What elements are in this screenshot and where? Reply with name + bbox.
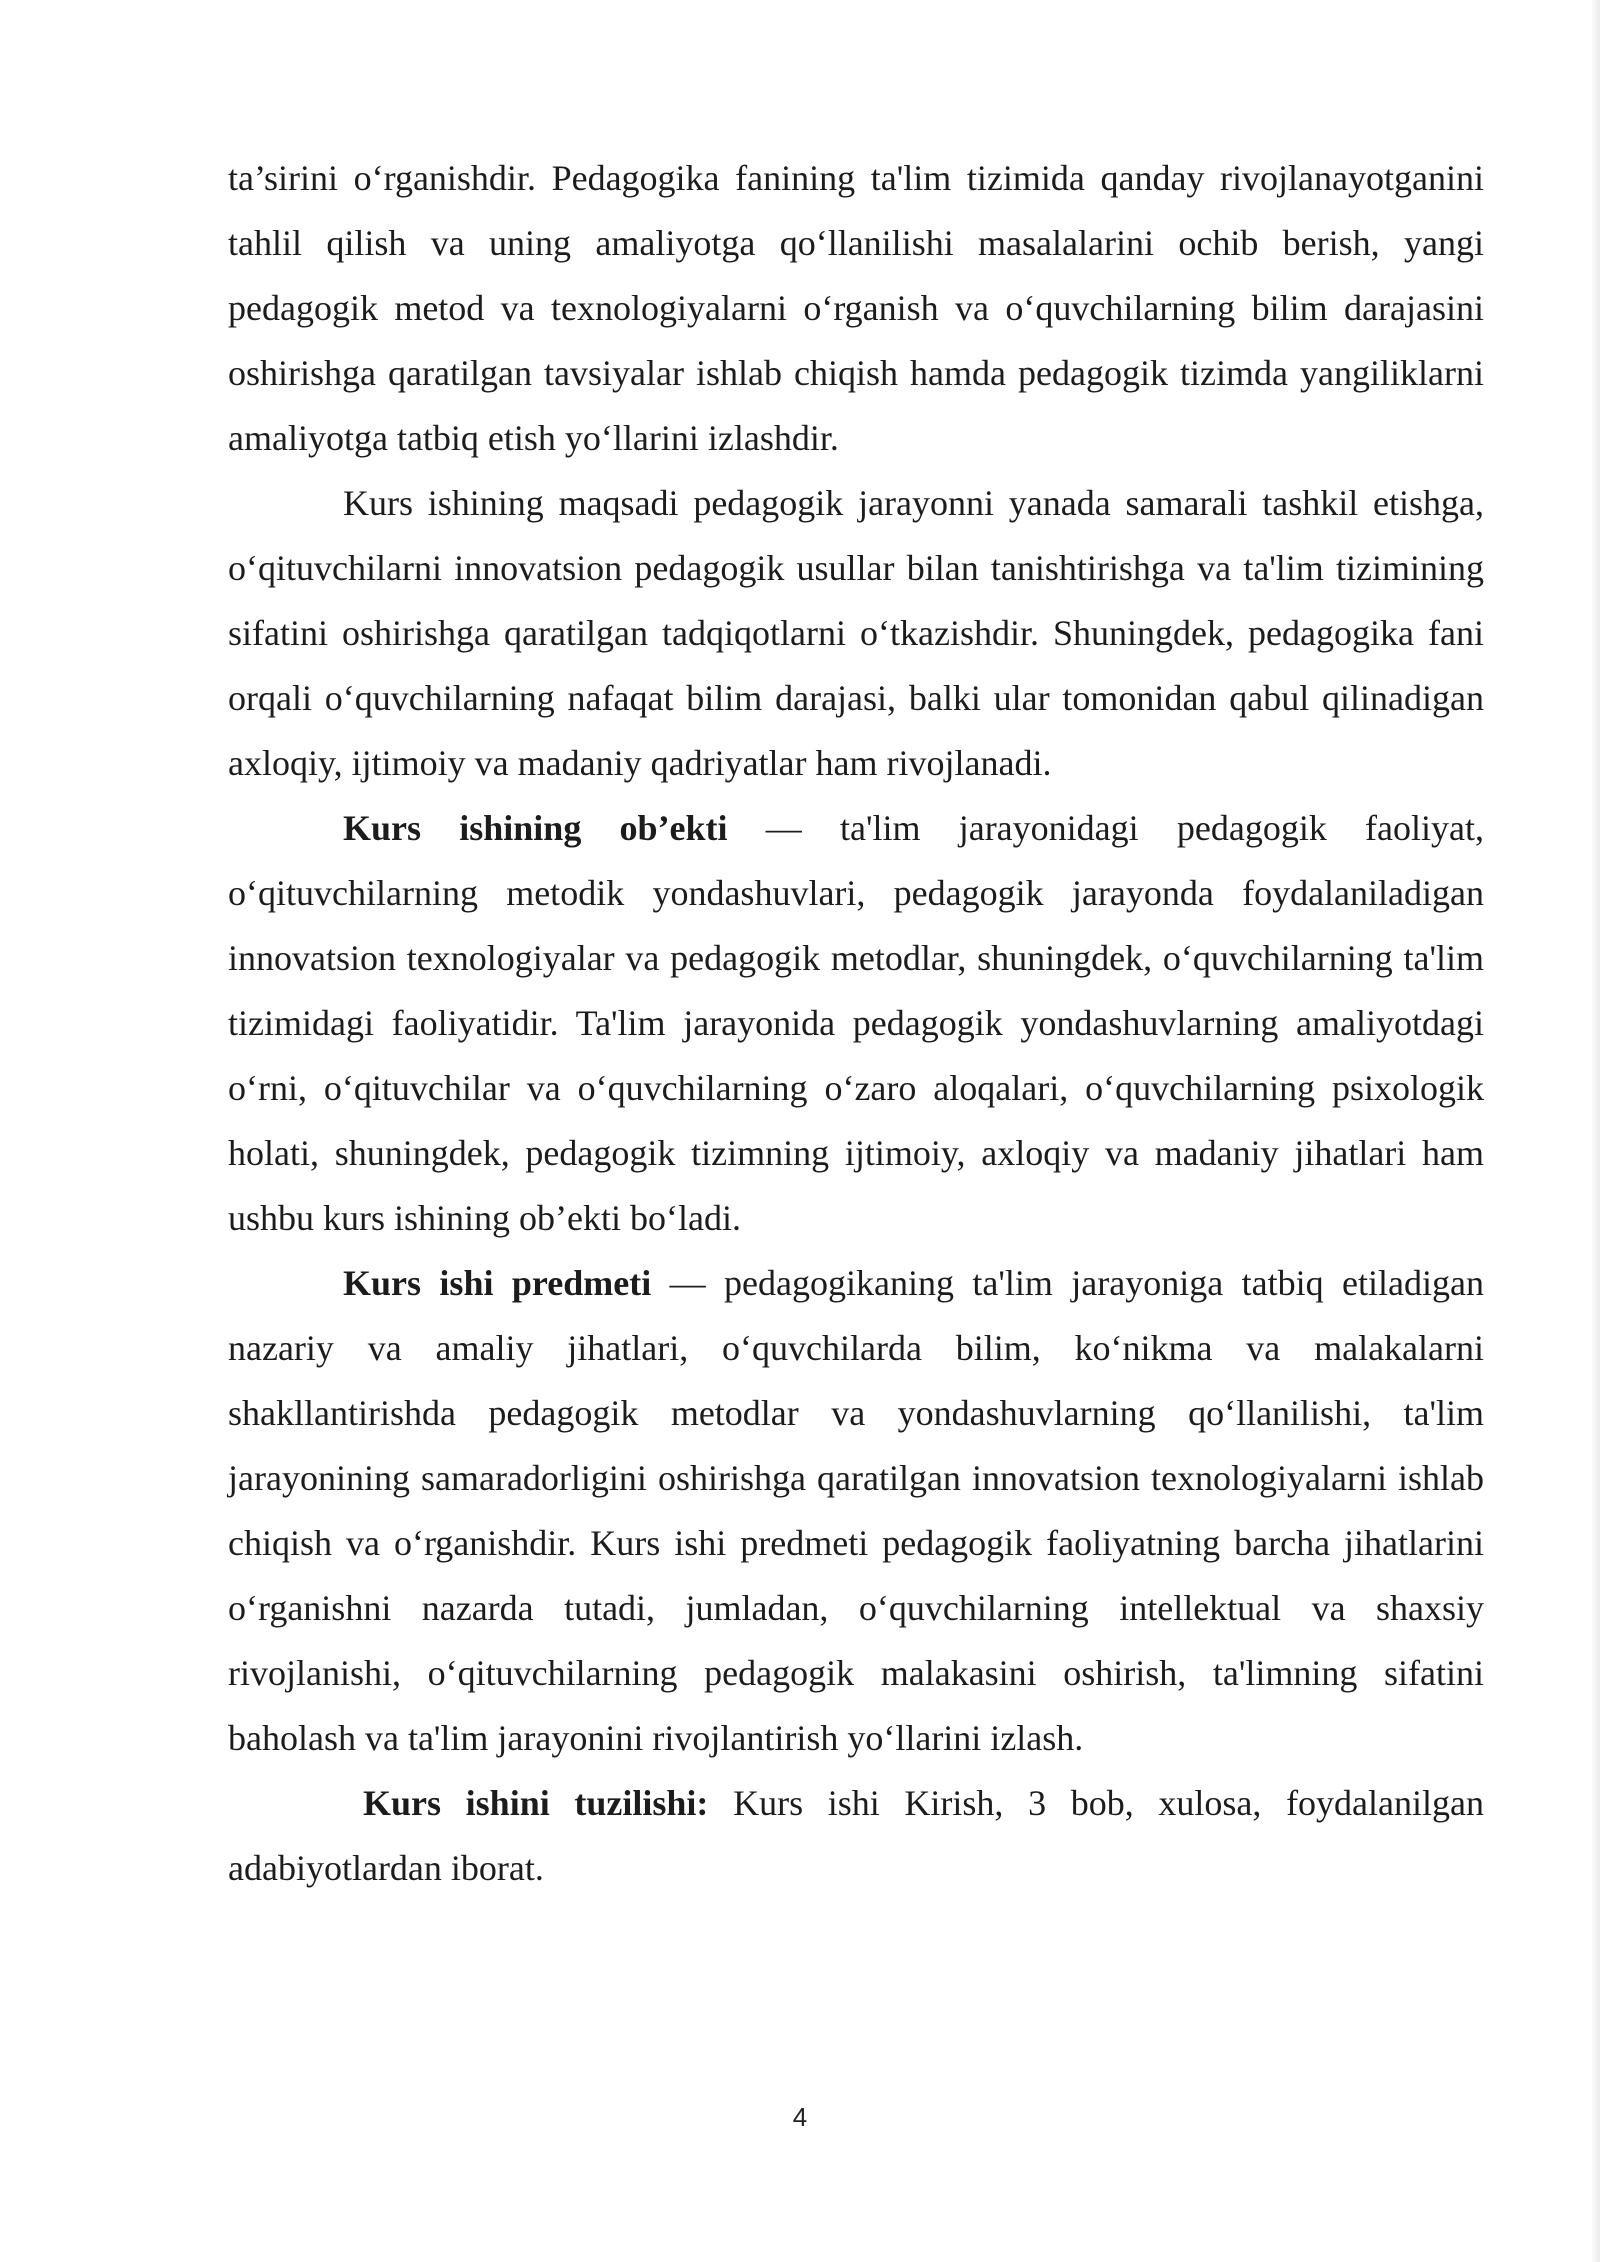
paragraph-course-subject	[228, 1251, 1484, 1771]
paragraph-lead-term: Kurs ishining ob’ekti	[343, 808, 728, 848]
paragraph-continuation	[228, 146, 1484, 471]
paragraph-text: Kurs ishi Kirish, 3 bob, xulosa, foydalanilgan adabiyotlardan iborat.	[228, 1783, 1484, 1888]
paragraph-lead-term: Kurs ishi predmeti	[343, 1263, 652, 1303]
paragraph-course-structure	[228, 1771, 1484, 1901]
document-page	[228, 146, 1484, 1901]
paragraph-text: Kurs ishining maqsadi pedagogik jarayonni yanada samarali tashkil etishga, o‘qituvchilarni innovatsion pedagogik usullar bilan tanishtirishga va ta'lim tizimining sifatini oshirishga qaratilgan tadqiqotlarni o‘tkazishdir. Shuningdek, pedagogika fani orqali o‘quvchilarning nafaqat bilim darajasi, balki ular tomonidan qabul qilinadigan axloqiy, ijtimoiy va madaniy qadriyatlar ham rivojlanadi.	[228, 483, 1484, 783]
page-edge-shadow	[1590, 0, 1600, 2262]
paragraph-text: — pedagogikaning ta'lim jarayoniga tatbiq etiladigan nazariy va amaliy jihatlari, o‘quvchilarda bilim, ko‘nikma va malakalarni shakllantirishda pedagogik metodlar va yondashuvlarning qo‘llanilishi, ta'lim jarayonining samaradorligini oshirishga qaratilgan innovatsion texnologiyalarni ishlab chiqish va o‘rganishdir. Kurs ishi predmeti pedagogik faoliyatning barcha jihatlarini o‘rganishni nazarda tutadi, jumladan, o‘quvchilarning intellektual va shaxsiy rivojlanishi, o‘qituvchilarning pedagogik malakasini oshirish, ta'limning sifatini baholash va ta'lim jarayonini rivojlantirish yo‘llarini izlash.	[228, 1263, 1484, 1758]
paragraph-text: ta’sirini o‘rganishdir. Pedagogika fanining ta'lim tizimida qanday rivojlanayotganini tahlil qilish va uning amaliyotga qo‘llanilishi masalalarini ochib berish, yangi pedagogik metod va texnologiyalarni o‘rganish va o‘quvchilarning bilim darajasini oshirishga qaratilgan tavsiyalar ishlab chiqish hamda pedagogik tizimda yangiliklarni amaliyotga tatbiq etish yo‘llarini izlashdir.	[228, 158, 1484, 458]
paragraph-text: — ta'lim jarayonidagi pedagogik faoliyat, o‘qituvchilarning metodik yondashuvlari, pedagogik jarayonda foydalaniladigan innovatsion texnologiyalar va pedagogik metodlar, shuningdek, o‘quvchilarning ta'lim tizimidagi faoliyatidir. Ta'lim jarayonida pedagogik yondashuvlarning amaliyotdagi o‘rni, o‘qituvchilar va o‘quvchilarning o‘zaro aloqalari, o‘quvchilarning psixologik holati, shuningdek, pedagogik tizimning ijtimoiy, axloqiy va madaniy jihatlari ham ushbu kurs ishining ob’ekti bo‘ladi.	[228, 808, 1485, 1238]
page-number: 4	[792, 2102, 808, 2132]
paragraph-course-object	[228, 796, 1484, 1251]
paragraph-lead-term: Kurs ishini tuzilishi:	[363, 1783, 709, 1823]
paragraph-course-goal	[228, 471, 1484, 796]
